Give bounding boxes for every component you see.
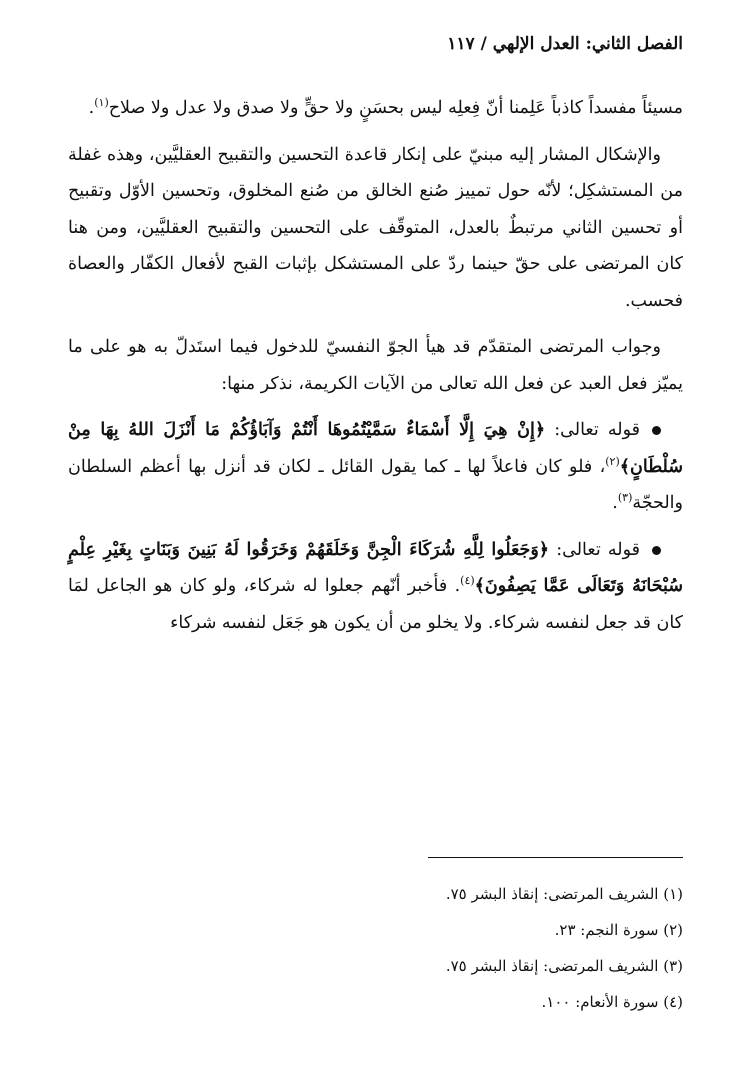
bullet-2-rest: . فأخبر أنّهم جعلوا له شركاء، ولو كان هو الجاعل لمَا كان قد جعل لنفسه شركاء. ولا يخلو من أن يكون هو جَعَل لنفسه شركاء: [68, 576, 683, 633]
bullet-item-1: [68, 412, 683, 522]
bullet-1-lead: قوله تعالى:: [554, 420, 640, 440]
footnote-2: (٢) سورة النجم: ٢٣.: [554, 921, 683, 939]
bullet-icon: [652, 546, 661, 555]
bullet-1-verse: ﴿إِنْ هِيَ إِلَّا أَسْمَاءٌ سَمَّيْتُمُوهَا أَنْتُمْ وَآبَاؤُكُمْ مَا أَنْزَلَ اللهُ بِهَا مِنْ سُلْطَانٍ﴾: [68, 420, 683, 477]
paragraph-3: وجواب المرتضى المتقدّم قد هيأ الجوّ النفسيّ للدخول فيما استَدلّ به هو على ما يميّز فعل العبد عن فعل الله تعالى من الآيات الكريمة، نذكر منها:: [68, 337, 683, 394]
paragraph-1-text: مسيئاً مفسداً كاذباً عَلِمنا أنّ فِعلِه ليس بحسَنٍ ولا حقٍّ ولا صدق ولا عدل ولا صلاح: [108, 98, 683, 118]
bullet-2-lead: قوله تعالى:: [556, 539, 640, 560]
footnote-4: (٤) سورة الأنعام: ١٠٠.: [541, 993, 683, 1011]
footnote-3: (٣) الشريف المرتضى: إنقاذ البشر ٧٥.: [445, 957, 683, 975]
paragraph-1-end: .: [88, 98, 95, 118]
footnote-ref-2[interactable]: (٢): [605, 454, 620, 468]
footnotes: [68, 876, 683, 1020]
footnote-1: (١) الشريف المرتضى: إنقاذ البشر ٧٥.: [445, 885, 683, 903]
bullet-1-rest: ، فلو كان فاعلاً لها ـ كما يقول القائل ـ لكان قد أنزل بها أعظم السلطان والحجّة: [68, 456, 683, 513]
book-page: [68, 0, 683, 1081]
paragraph-1: [68, 90, 683, 127]
main-text: [68, 90, 683, 651]
footnote-ref-1[interactable]: (١): [94, 96, 109, 110]
footnote-ref-4[interactable]: (٤): [460, 574, 475, 588]
footnote-divider: [428, 857, 683, 858]
running-header: الفصل الثاني: العدل الإلهي / ١١٧: [447, 34, 683, 54]
bullet-icon: [652, 426, 661, 435]
paragraph-2: والإشكال المشار إليه مبنيّ على إنكار قاعدة التحسين والتقبيح العقليَّين، وهذه غفلة من المستشكِل؛ لأنّه حول تمييز صُنع الخالق من صُنع المخلوق، وتحسين الأوّل وتقبيح أو تحسين الثاني مرتبطٌ بالعدل، المتوقّف على التحسين والتقبيح العقليَّين، ومن هنا كان المرتضى على حقّ حينما ردّ على المستشكل بإثبات القبح لأفعال الكفّار والعصاة فحسب.: [68, 144, 683, 311]
bullet-2-verse: ﴿وَجَعَلُوا لِلَّهِ شُرَكَاءَ الْجِنَّ وَخَلَقَهُمْ وَخَرَقُوا لَهُ بَنِينَ وَبَنَاتٍ بِغَيْرِ عِلْمٍ سُبْحَانَهُ وَتَعَالَى عَمَّا يَصِفُونَ﴾: [68, 539, 683, 596]
bullet-1-end: .: [612, 493, 618, 513]
bullet-item-2: [68, 532, 683, 642]
footnote-ref-3[interactable]: (٣): [617, 491, 633, 505]
